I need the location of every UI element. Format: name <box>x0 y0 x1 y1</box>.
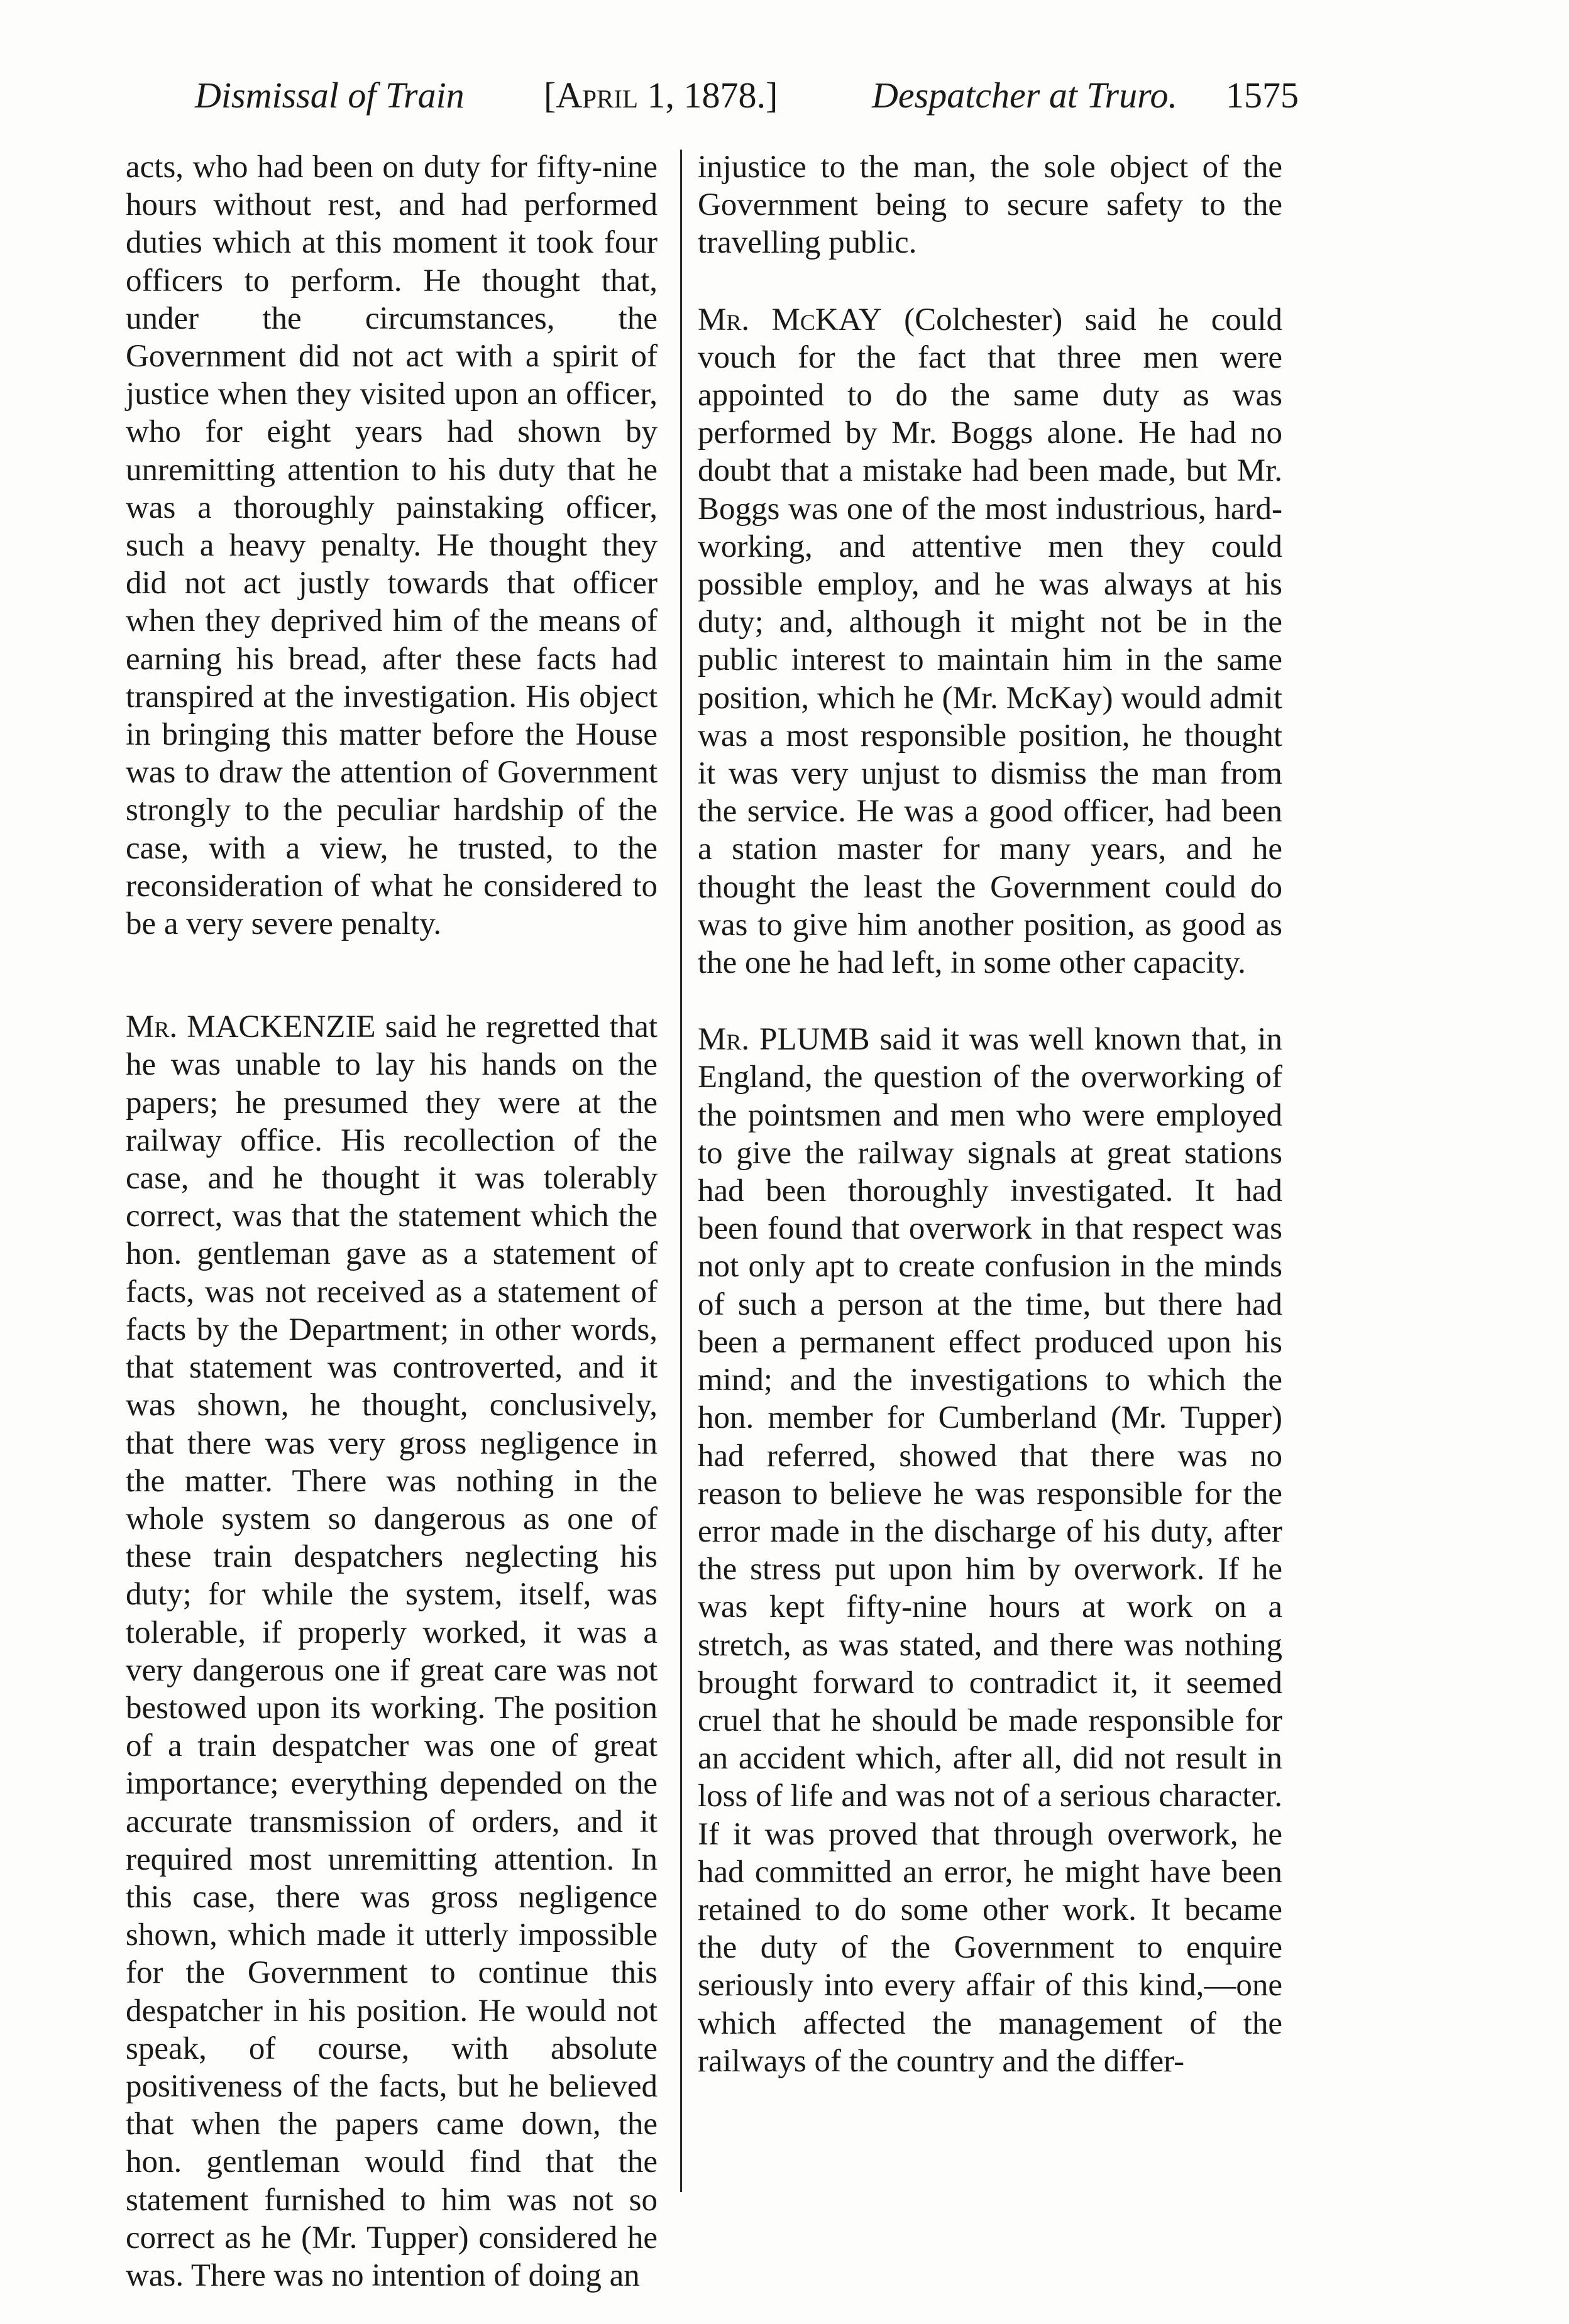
paragraph-gap <box>698 262 1282 301</box>
page-number: 1575 <box>1226 75 1299 116</box>
speech-text: (Colchester) said he could vouch for the fact that three men were appointed to do the same duty as was performed by Mr. Boggs alone. He had no doubt that a mistake had been made, but Mr. Boggs was one of the most industrious, hard-working, and attentive men they could possible employ, and he was always at his duty; and, although it might not be in the public interest to maintain him in the same position, which he (Mr. McKay) would admit was a most responsible position, he thought it was very unjust to dismiss the man from the service. He was a good officer, had been a station master for many years, and he thought the least the Government could do was to give him another position, as good as the one he had left, in some other capacity. <box>698 302 1283 981</box>
running-header <box>170 70 1326 121</box>
header-date: [April 1, 1878.] <box>544 75 778 116</box>
left-column <box>126 148 658 2294</box>
speech-text: said it was well known that, in England, the question of the overworking of the pointsmen and men who were employed to give the railway signals at great stations had been thoroughly investigated. It had been found that overwork in that respect was not only apt to create confusion in the minds of such a person at the time, but there had been a permanent effect produced upon his mind; and the investigations to which the hon. member for Cumberland (Mr. Tupper) had referred, showed that there was no reason to believe he was responsible for the error made in the discharge of his duty, after the stress put upon him by overwork. If he was kept fifty-nine hours at work on a stretch, as was stated, and there was nothing brought forward to contradict it, it seemed cruel that he should be made responsible for an accident which, after all, did not result in loss of life and was not of a serious character. If it was proved that through overwork, he had committed an error, he might have been retained to do some other work. It became the duty of the Government to enquire seriously into every affair of this kind,—one which affected the management of the railways of the country and the differ- <box>698 1022 1282 2079</box>
speaker-name: Mr. PLUMB <box>698 1022 870 1058</box>
speaker-name: Mr. MACKENZIE <box>126 1009 376 1045</box>
paragraph-gap <box>126 943 658 1008</box>
right-paragraph-continuation: injustice to the man, the sole object of the Government being to secure safety to the travelling public. <box>698 150 1282 261</box>
speaker-name: Mr. McKAY <box>698 302 882 337</box>
right-paragraph-plumb <box>698 1021 1282 2080</box>
header-left-title: Dismissal of Train <box>195 75 465 116</box>
paragraph-gap <box>698 982 1282 1021</box>
header-right-title: Despatcher at Truro. <box>872 75 1178 116</box>
speech-text: said he regretted that he was unable to lay his hands on the papers; he presumed they were at the railway office. His recollection of the case, and he thought it was tolerably correct, was that the statement which the hon. gentleman gave as a statement of facts, was not received as a statement of facts by the Department; in other words, that statement was controverted, and it was shown, he thought, conclusively, that there was very gross negligence in the matter. There was nothing in the whole system so dangerous as one of these train despatchers neglecting his duty; for while the system, itself, was tolerable, if properly worked, it was a very dangerous one if great care was not bestowed upon its working. The position of a train despatcher was one of great importance; everything depended on the accurate transmission of orders, and it required most unremitting attention. In this case, there was gross negligence shown, which made it utterly impossible for the Government to continue this despatcher in his position. He would not speak, of course, with absolute positiveness of the facts, but he believed that when the papers came down, the hon. gentleman would find that the statement furnished to him was not so correct as he (Mr. Tupper) considered he was. There was no intention of doing an <box>126 1009 658 2293</box>
right-column <box>698 148 1282 2080</box>
left-paragraph-continuation: acts, who had been on duty for fifty-nine hours without rest, and had performed duties which at this moment it took four officers to perform. He thought that, under the circumstances, the Government did not act with a spirit of justice when they visited upon an officer, who for eight years had shown by unremitting attention to his duty that he was a thoroughly painstaking officer, such a heavy penalty. He thought they did not act justly towards that officer when they deprived him of the means of earning his bread, after these facts had transpired at the investigation. His object in bringing this matter before the House was to draw the attention of Government strongly to the peculiar hardship of the case, with a view, he trusted, to the reconsideration of what he considered to be a very severe penalty. <box>126 150 658 942</box>
column-divider <box>680 150 682 2192</box>
left-paragraph-mackenzie <box>126 1008 658 2294</box>
right-paragraph-mckay <box>698 301 1282 982</box>
